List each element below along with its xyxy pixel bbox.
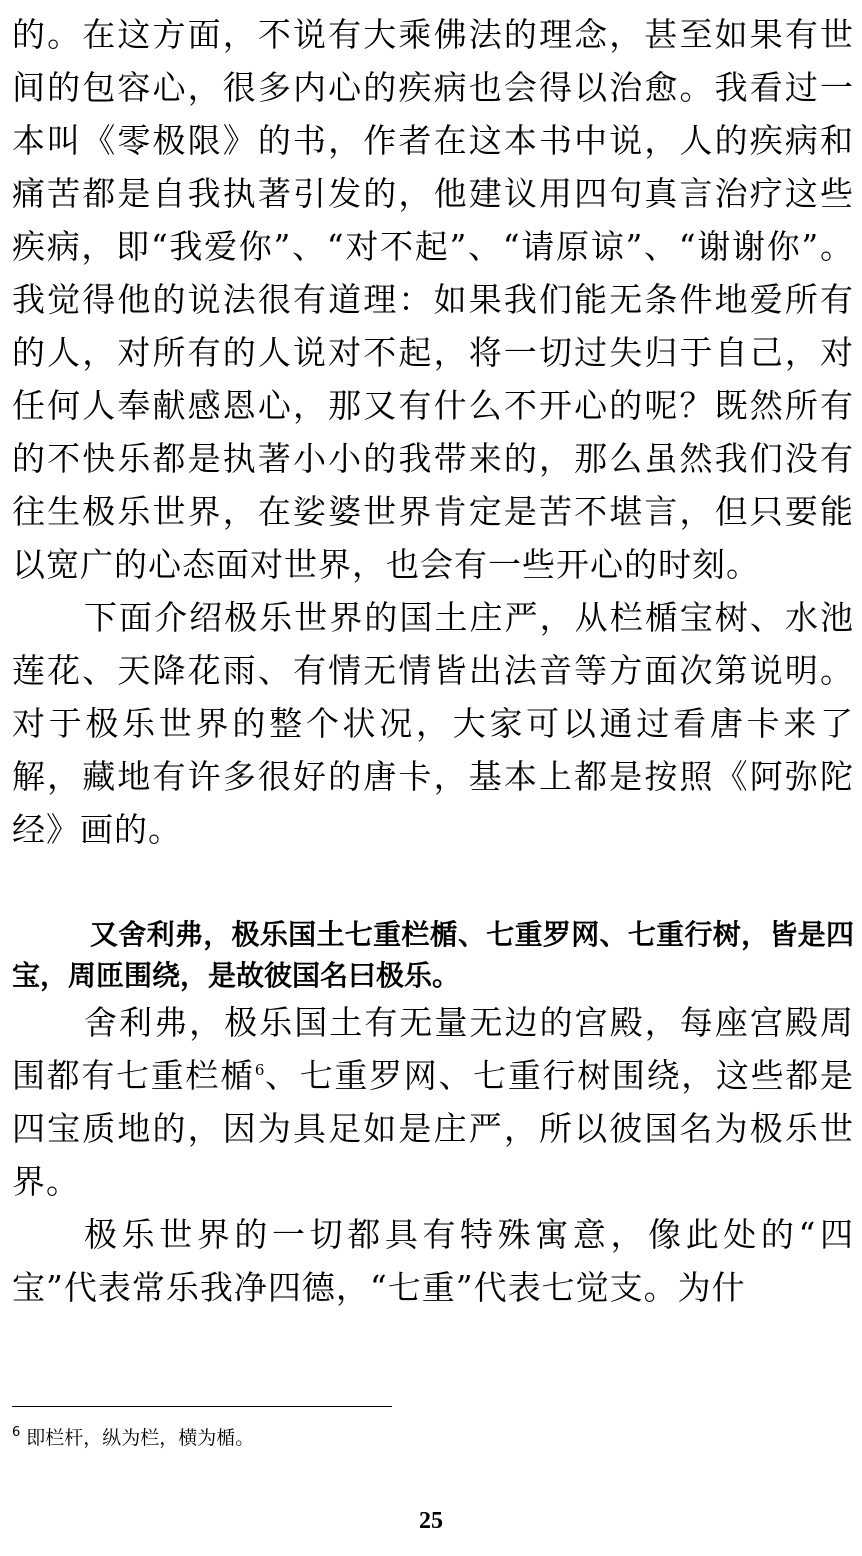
page-body: [12, 8, 854, 1314]
section-spacer: [12, 856, 854, 914]
footnote-text: 即栏杆，纵为栏，横为楯。: [26, 1427, 255, 1449]
footnote-reference: 6: [254, 1061, 265, 1079]
sutra-quote: 又舍利弗，极乐国土七重栏楯、七重罗网、七重行树，皆是四宝，周匝围绕，是故彼国名曰极乐。: [12, 918, 854, 992]
footnote-divider: [12, 1406, 392, 1407]
paragraph-3-text-a: 舍利弗，极乐国土有无量无边的宫殿，每座宫殿周围都有七重栏楯: [12, 1003, 854, 1095]
footnote: [12, 1420, 254, 1451]
paragraph-4: 极乐世界的一切都具有特殊寓意，像此处的“四宝”代表常乐我净四德，“七重”代表七觉支。为什: [12, 1215, 854, 1307]
page-number: 25: [419, 1508, 443, 1534]
footnote-mark: 6: [12, 1425, 21, 1440]
paragraph-3-text-b: 、七重罗网、七重行树围绕，这些都是四宝质地的，因为具足如是庄严，所以彼国名为极乐世界。: [12, 1056, 855, 1201]
paragraph-2: 下面介绍极乐世界的国土庄严，从栏楯宝树、水池莲花、天降花雨、有情无情皆出法音等方面次第说明。对于极乐世界的整个状况，大家可以通过看唐卡来了解，藏地有许多很好的唐卡，基本上都是按照《阿弥陀经》画的。: [12, 598, 854, 849]
paragraph-3: [12, 996, 854, 1208]
paragraph-1: 的。在这方面，不说有大乘佛法的理念，甚至如果有世间的包容心，很多内心的疾病也会得以治愈。我看过一本叫《零极限》的书，作者在这本书中说，人的疾病和痛苦都是自我执著引发的，他建议用四句真言治疗这些疾病，即“我爱你”、“对不起”、“请原谅”、“谢谢你”。我觉得他的说法很有道理：如果我们能无条件地爱所有的人，对所有的人说对不起，将一切过失归于自己，对任何人奉献感恩心，那又有什么不开心的呢？既然所有的不快乐都是执著小小的我带来的，那么虽然我们没有往生极乐世界，在娑婆世界肯定是苦不堪言，但只要能以宽广的心态面对世界，也会有一些开心的时刻。: [12, 15, 854, 584]
